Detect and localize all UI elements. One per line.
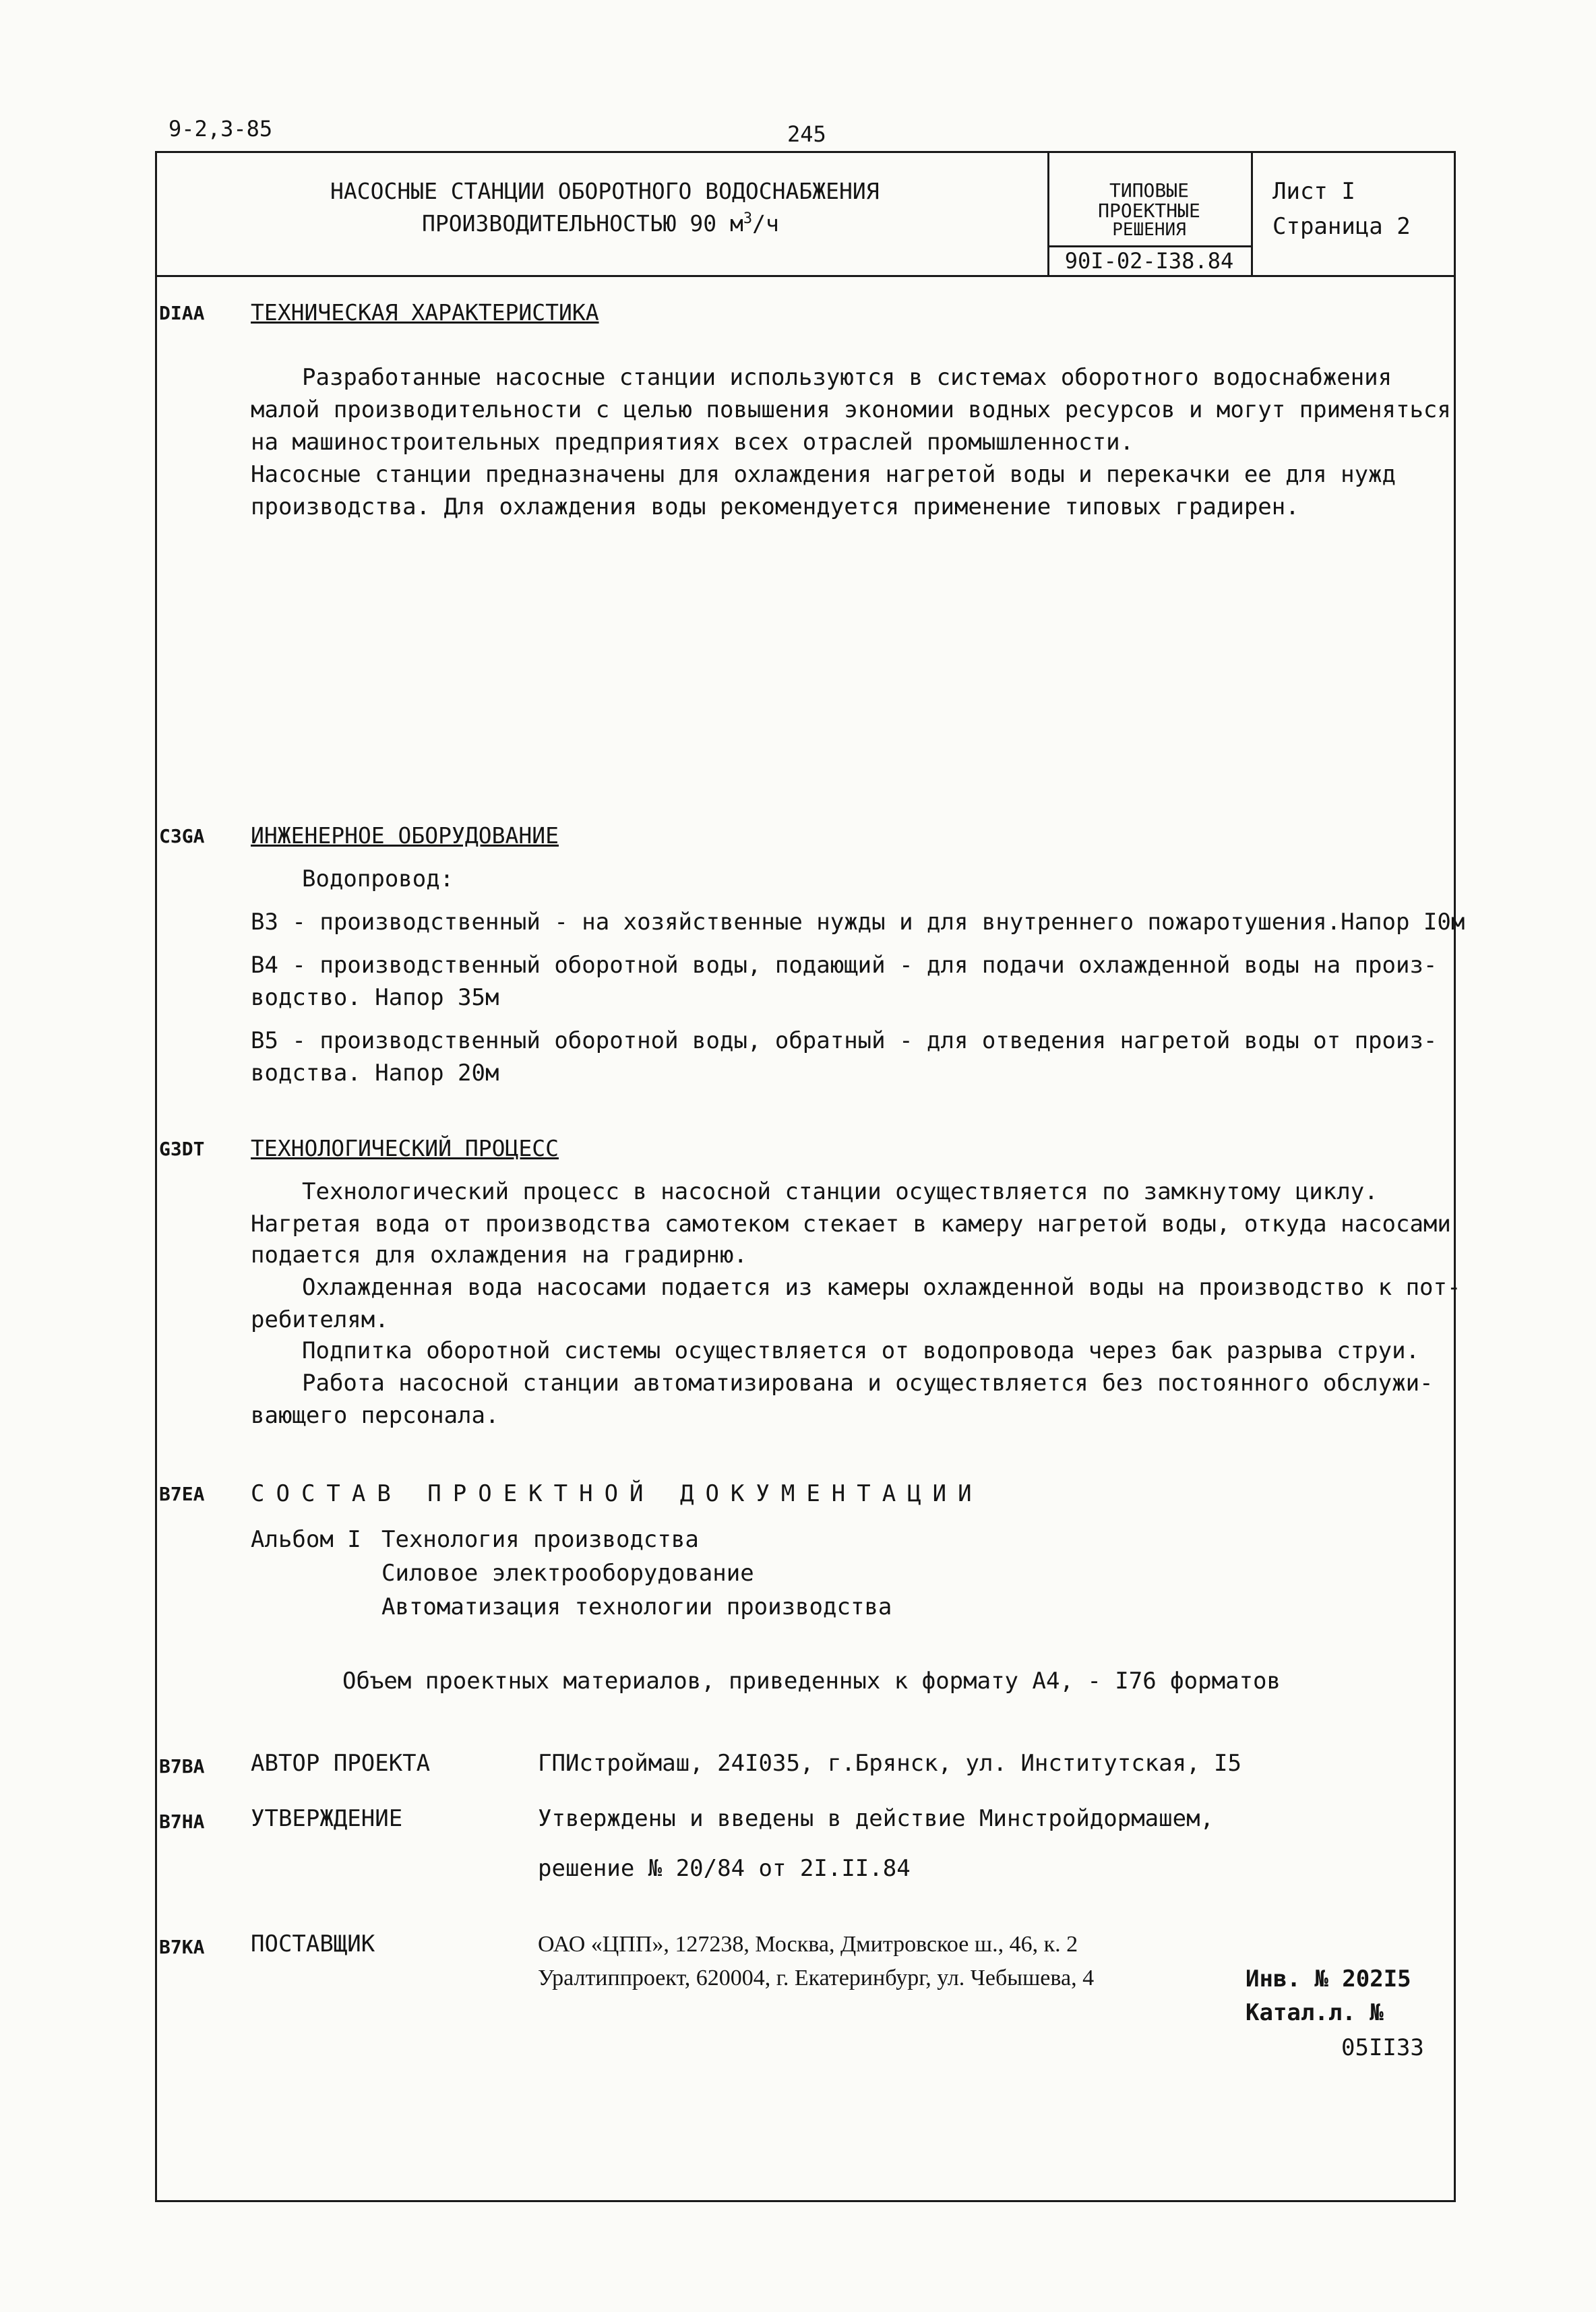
section-code-process: G3DT: [159, 1138, 205, 1160]
equipment-line: В5 - производственный оборотной воды, обратный - для отведения нагретой воды от произ-: [251, 1027, 1438, 1054]
header-divider: [155, 275, 1454, 277]
tech-line: на машиностроительных предприятиях всех отраслей промышленности.: [251, 429, 1134, 456]
catalog-sheet-number: 05II33: [1341, 2034, 1424, 2061]
section-code-docs: B7EA: [159, 1483, 205, 1505]
approval-label: УТВЕРЖДЕНИЕ: [251, 1805, 403, 1832]
process-line: Нагретая вода от производства самотеком стекает в камеру нагретой воды, откуда насосами: [251, 1211, 1451, 1238]
title-line-2: ПРОИЗВОДИТЕЛЬНОСТЬЮ 90 $м^3/ч$: [422, 210, 779, 237]
document-code: 9-2,3-85: [168, 116, 273, 142]
section-title-docs: СОСТАВ ПРОЕКТНОЙ ДОКУМЕНТАЦИИ: [251, 1480, 983, 1507]
equipment-line: водства. Напор 20м: [251, 1060, 499, 1087]
page-label: Страница 2: [1272, 213, 1411, 240]
process-line: Технологический процесс в насосной станции осуществляется по замкнутому циклу.: [302, 1178, 1378, 1205]
process-line: подается для охлаждения на градирню.: [251, 1242, 747, 1269]
inventory-number: Инв. № 202I5: [1246, 1966, 1411, 1992]
section-code-equipment: C3GA: [159, 825, 205, 847]
process-line: Охлажденная вода насосами подается из камеры охлажденной воды на производство к пот-: [302, 1274, 1461, 1301]
section-code-author: B7BA: [159, 1755, 205, 1777]
equipment-line: водство. Напор 35м: [251, 984, 499, 1011]
section-title-process: ТЕХНОЛОГИЧЕСКИЙ ПРОЦЕСС: [251, 1135, 559, 1161]
process-line: Работа насосной станции автоматизирована и осуществляется без постоянного обслужи-: [302, 1370, 1434, 1397]
docs-item: Технология производства: [381, 1526, 699, 1553]
docs-item: Автоматизация технологии производства: [381, 1593, 892, 1620]
docs-item: Силовое электрооборудование: [381, 1560, 754, 1587]
catalog-sheet-label: Катал.л. №: [1246, 1999, 1384, 2026]
catalog-label-1: ТИПОВЫЕ: [1109, 179, 1189, 202]
header-column-divider-2: [1251, 151, 1253, 276]
equipment-line: В4 - производственный оборотной воды, подающий - для подачи охлажденной воды на произ-: [251, 952, 1438, 979]
catalog-number-divider: [1049, 245, 1251, 247]
author-value: ГПИстроймаш, 24I035, г.Брянск, ул. Институтская, I5: [538, 1750, 1241, 1777]
equipment-line: В3 - производственный - на хозяйственные нужды и для внутреннего пожаротушения.Напор I0м: [251, 909, 1465, 936]
supplier-label: ПОСТАВЩИК: [251, 1930, 375, 1957]
approval-line: решение № 20/84 от 2I.II.84: [538, 1855, 911, 1882]
tech-line: Насосные станции предназначены для охлаждения нагретой воды и перекачки ее для нужд: [251, 461, 1396, 488]
catalog-number: 90I-02-I38.84: [1064, 248, 1234, 274]
header-column-divider-1: [1047, 151, 1049, 276]
section-title-tech: ТЕХНИЧЕСКАЯ ХАРАКТЕРИСТИКА: [251, 299, 599, 326]
approval-line: Утверждены и введены в действие Минстройдормашем,: [538, 1805, 1215, 1832]
equipment-subtitle: Водопровод:: [302, 865, 454, 892]
section-code-tech: DIAA: [159, 302, 205, 324]
title-line-1: НАСОСНЫЕ СТАНЦИИ ОБОРОТНОГО ВОДОСНАБЖЕНИЯ: [330, 178, 880, 204]
catalog-label-2: ПРОЕКТНЫЕ: [1098, 200, 1200, 222]
album-label: Альбом I: [251, 1526, 361, 1553]
process-line: ребителям.: [251, 1306, 389, 1333]
supplier-line: Уралтиппроект, 620004, г. Екатеринбург, ул. Чебышева, 4: [538, 1966, 1095, 1990]
process-line: вающего персонала.: [251, 1402, 499, 1429]
author-label: АВТОР ПРОЕКТА: [251, 1750, 431, 1777]
document-frame: [155, 151, 1456, 2202]
supplier-line: ОАО «ЦПП», 127238, Москва, Дмитровское ш., 46, к. 2: [538, 1932, 1078, 1957]
catalog-label-3: РЕШЕНИЯ: [1112, 220, 1186, 240]
sheet-label: Лист I: [1272, 178, 1355, 205]
section-title-equipment: ИНЖЕНЕРНОЕ ОБОРУДОВАНИЕ: [251, 822, 559, 849]
tech-line: производства. Для охлаждения воды рекомендуется применение типовых градирен.: [251, 493, 1299, 520]
tech-line: малой производительности с целью повышения экономии водных ресурсов и могут применяться: [251, 396, 1451, 423]
docs-volume: Объем проектных материалов, приведенных к формату А4, - I76 форматов: [342, 1668, 1281, 1695]
section-code-supplier: B7KA: [159, 1936, 205, 1958]
section-code-approval: B7HA: [159, 1811, 205, 1833]
page-number: 245: [787, 121, 826, 147]
process-line: Подпитка оборотной системы осуществляется от водопровода через бак разрыва струи.: [302, 1337, 1420, 1364]
tech-line: Разработанные насосные станции используются в системах оборотного водоснабжения: [302, 364, 1392, 391]
